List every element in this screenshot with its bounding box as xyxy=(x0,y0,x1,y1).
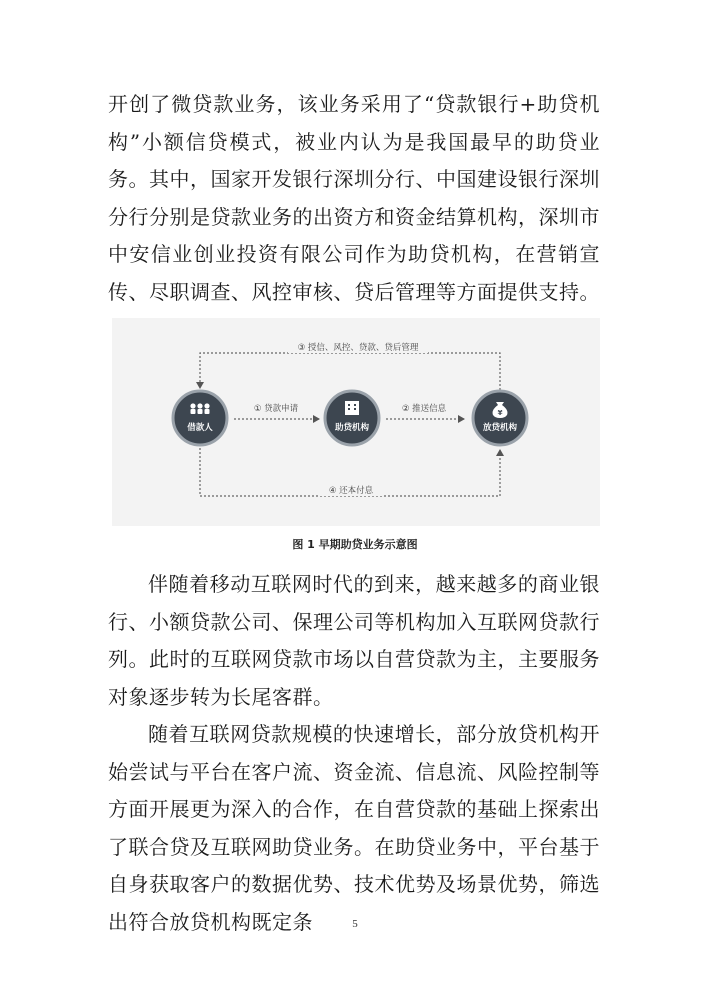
edge-repay-label: ④ 还本付息 xyxy=(328,486,374,496)
diagram-svg xyxy=(112,318,600,526)
node-borrower xyxy=(173,391,227,445)
node-lender xyxy=(473,391,527,445)
paragraph-3: 随着互联网贷款规模的快速增长，部分放贷机构开始尝试与平台在客户流、资金流、信息流、风险控制等方面开展更为深入的合作，在自营贷款的基础上探索出了联合贷及互联网助贷业务。在助贷业务中，平台基于自身获取客户的数据优势、技术优势及场景优势，筛选出符合放贷机构既定条 xyxy=(108,722,600,934)
svg-text:¥: ¥ xyxy=(497,409,503,417)
node-agency xyxy=(325,391,379,445)
figure-caption: 图 1 早期助贷业务示意图 xyxy=(292,538,418,551)
edge-credit-label: ③ 授信、风控、贷款、贷后管理 xyxy=(297,343,419,353)
paragraph-2: 伴随着移动互联网时代的到来，越来越多的商业银行、小额贷款公司、保理公司等机构加入互联网贷款行列。此时的互联网贷款市场以自营贷款为主，主要服务对象逐步转为长尾客群。 xyxy=(108,572,600,709)
building-icon xyxy=(345,401,359,415)
node-borrower-label: 借款人 xyxy=(187,423,213,433)
edge-apply-label: ① 贷款申请 xyxy=(253,404,299,414)
node-lender-label: 放贷机构 xyxy=(482,423,518,433)
page-number: 5 xyxy=(352,918,358,930)
node-agency-label: 助贷机构 xyxy=(334,423,370,433)
edge-push-label: ② 推送信息 xyxy=(401,404,447,414)
edge-credit-line xyxy=(200,353,500,390)
paragraph-1: 开创了微贷款业务，该业务采用了“贷款银行+助贷机构”小额信贷模式，被业内认为是我国最早的助贷业务。其中，国家开发银行深圳分行、中国建设银行深圳分行分别是贷款业务的出资方和资金结算机构，深圳市中安信业创业投资有限公司作为助贷机构，在营销宣传、尽职调查、风控审核、贷后管理等方面提供支持。 xyxy=(108,92,600,304)
loan-flow-diagram xyxy=(112,318,600,526)
